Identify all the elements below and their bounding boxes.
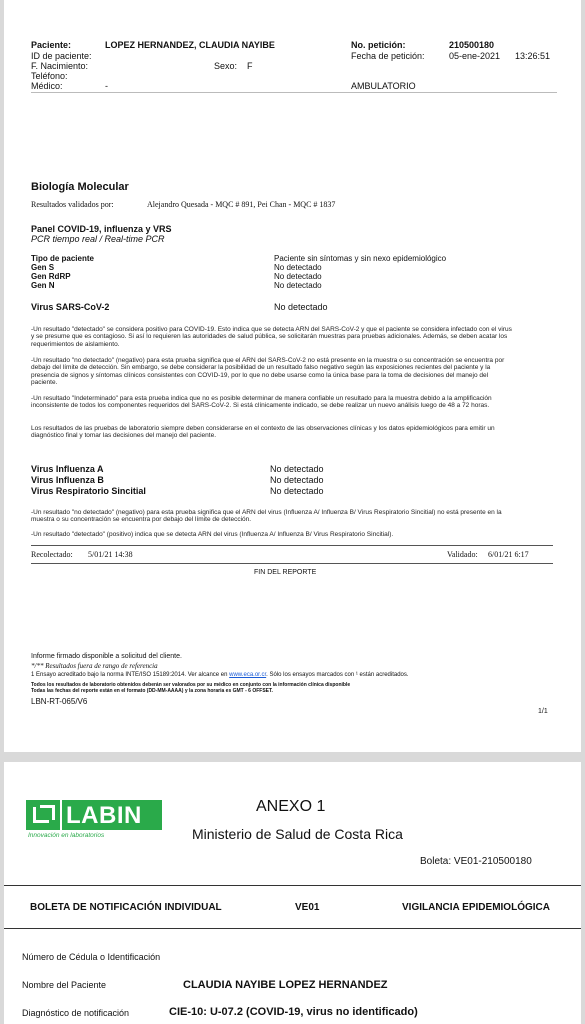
logo-text: LABIN [66, 802, 142, 829]
form-code: LBN-RT-065/V6 [31, 697, 88, 706]
result-row-value: No detectado [270, 475, 324, 485]
header-divider [31, 92, 557, 93]
service-type: AMBULATORIO [351, 81, 416, 91]
lab-report-page [4, 0, 581, 752]
result-row-value: No detectado [274, 272, 322, 281]
petition-number: 210500180 [449, 40, 495, 50]
divider [4, 928, 581, 929]
boleta-label: Boleta: [420, 856, 452, 867]
sex-value: F [247, 61, 253, 71]
note-paragraph: Los resultados de las pruebas de laboratorio siempre deben considerarse en el contexto de las observaciones clínicas y los datos epidemiológicos para emitir un diagnóstico final y tomar las decisiones del manejo del paciente. [31, 425, 495, 440]
annex-title: ANEXO 1 [256, 798, 326, 815]
validated-label: Resultados validados por: [31, 200, 114, 209]
validated-by: Alejandro Quesada - MQC # 891, Pei Chan - MQC # 1837 [147, 200, 336, 209]
annex-page [4, 762, 581, 1024]
footer-small-note: Todas las fechas del reporte están en el formato (DD-MM-AAAA) y la zona horaria es GMT - 6 OFFSET. [31, 688, 273, 694]
result-row-value: No detectado [270, 464, 324, 474]
eca-link[interactable]: www.eca.or.cr [229, 672, 267, 678]
end-of-report: FIN DEL REPORTE [254, 569, 317, 576]
annex-heading-right: VIGILANCIA EPIDEMIOLÓGICA [402, 902, 550, 913]
footer-small-note: Todos los resultados de laboratorio obtenidos deberán ser valorados por su médico en conjunto con la información clínica disponible [31, 682, 351, 688]
section-title: Biología Molecular [31, 181, 129, 193]
note-paragraph: -Un resultado "no detectado" (negativo) para esta prueba significa que el ARN del SARS-CoV-2 no está presente en la muestra o su concentración se encuentra por debajo del límite de detección. Sin embargo, se debe considerar la posibilidad de un resultado falso negativo según las exposiciones recientes del paciente y la presencia de signos y síntomas clínicos consistentes con COVID-19, por lo que no debe usarse como la única base para la toma de decisiones del manejo del paciente. [31, 357, 505, 387]
validated-date-value: 6/01/21 6:17 [488, 550, 529, 559]
panel-subtitle: PCR tiempo real / Real-time PCR [31, 234, 165, 244]
sex-label: Sexo: [214, 61, 238, 71]
accreditation-text-tail: . Sólo los ensayos marcados con ¹ están acreditados. [266, 672, 409, 678]
boleta-value: VE01-210500180 [453, 856, 532, 867]
annex-heading-left: BOLETA DE NOTIFICACIÓN INDIVIDUAL [30, 902, 222, 913]
id-label: Número de Cédula o Identificación [22, 952, 161, 962]
result-row-label: Gen S [31, 263, 55, 272]
diagnosis-value: CIE-10: U-07.2 (COVID-19, virus no identificado) [169, 1006, 418, 1018]
result-row-label: Gen RdRP [31, 272, 71, 281]
phone-label: Teléfono: [31, 71, 68, 81]
ministry-name: Ministerio de Salud de Costa Rica [192, 826, 403, 842]
collected-label: Recolectado: [31, 550, 73, 559]
divider [4, 885, 581, 886]
footer-signed: Informe firmado disponible a solicitud del cliente. [31, 653, 182, 660]
divider [31, 563, 553, 564]
patient-name-value: CLAUDIA NAYIBE LOPEZ HERNANDEZ [183, 979, 388, 991]
petition-date: 05-ene-2021 [449, 51, 501, 61]
note-paragraph: -Un resultado "Indeterminado" para esta prueba indica que no es posible determinar de manera confiable un resultado para la muestra debido a la amplificación inconsistente de todos los componentes requeridos del SARS-CoV-2. Si está clínicamente indicado, se debe realizar un nuevo análisis luego de 48 a 72 horas. [31, 395, 492, 410]
result-row-value: No detectado [270, 486, 324, 496]
page-number: 1/1 [538, 708, 548, 715]
logo-mark [26, 800, 60, 830]
result-row-value: Paciente sin síntomas y sin nexo epidemiológico [274, 254, 447, 263]
note-paragraph: -Un resultado "detectado" (positivo) indica que se detecta ARN del virus (Influenza A/ Influenza B/ Virus Respiratorio Sincitial). [31, 531, 394, 538]
footer-reference: */** Resultados fuera de rango de referencia [31, 662, 158, 670]
validated-date-label: Validado: [447, 550, 478, 559]
petition-date-label: Fecha de petición: [351, 51, 425, 61]
divider [31, 545, 553, 546]
petition-label: No. petición: [351, 40, 406, 50]
result-row-value: No detectado [274, 263, 322, 272]
result-row-label: Gen N [31, 281, 55, 290]
boleta-field [420, 856, 532, 867]
doctor-value: - [105, 81, 108, 91]
note-paragraph: -Un resultado "no detectado" (negativo) para esta prueba significa que el ARN del virus (Influenza A/ Influenza B/ Virus Respiratorio Sincitial) no está presente en la muestra o su concentración se encuentra por debajo del límite de detección. [31, 509, 502, 524]
footer-accreditation [31, 672, 409, 678]
dob-label: F. Nacimiento: [31, 61, 89, 71]
result-row-label: Tipo de paciente [31, 254, 94, 263]
patient-name: LOPEZ HERNANDEZ, CLAUDIA NAYIBE [105, 40, 275, 50]
doctor-label: Médico: [31, 81, 63, 91]
collected-value: 5/01/21 14:38 [88, 550, 133, 559]
diagnosis-label: Diagnóstico de notificación [22, 1008, 130, 1018]
result-row-label: Virus Influenza B [31, 475, 104, 485]
note-paragraph: -Un resultado "detectado" se considera positivo para COVID-19. Esto indica que se detecta ARN del SARS-CoV-2 y que el paciente se considera infectado con el virus y se presume que es contagioso. Si así lo requieren las autoridades de salud pública, se solicitarán muestras para pruebas adicionales. Además, se deben acatar los requerimientos de aislamiento. [31, 326, 512, 348]
sars-value: No detectado [274, 302, 328, 312]
patient-label: Paciente: [31, 40, 72, 50]
accreditation-text: 1 Ensayo acreditado bajo la norma INTE/ISO 15189:2014. Ver alcance en [31, 672, 228, 678]
patient-name-label: Nombre del Paciente [22, 980, 107, 990]
petition-time: 13:26:51 [515, 51, 551, 61]
annex-heading-mid: VE01 [295, 902, 320, 913]
result-row-label: Virus Influenza A [31, 464, 104, 474]
sars-label: Virus SARS-CoV-2 [31, 302, 110, 312]
patient-id-label: ID de paciente: [31, 51, 92, 61]
result-row-label: Virus Respiratorio Sincitial [31, 486, 146, 496]
logo-tagline: Innovación en laboratorios [28, 832, 105, 839]
panel-title: Panel COVID-19, influenza y VRS [31, 224, 172, 234]
result-row-value: No detectado [274, 281, 322, 290]
